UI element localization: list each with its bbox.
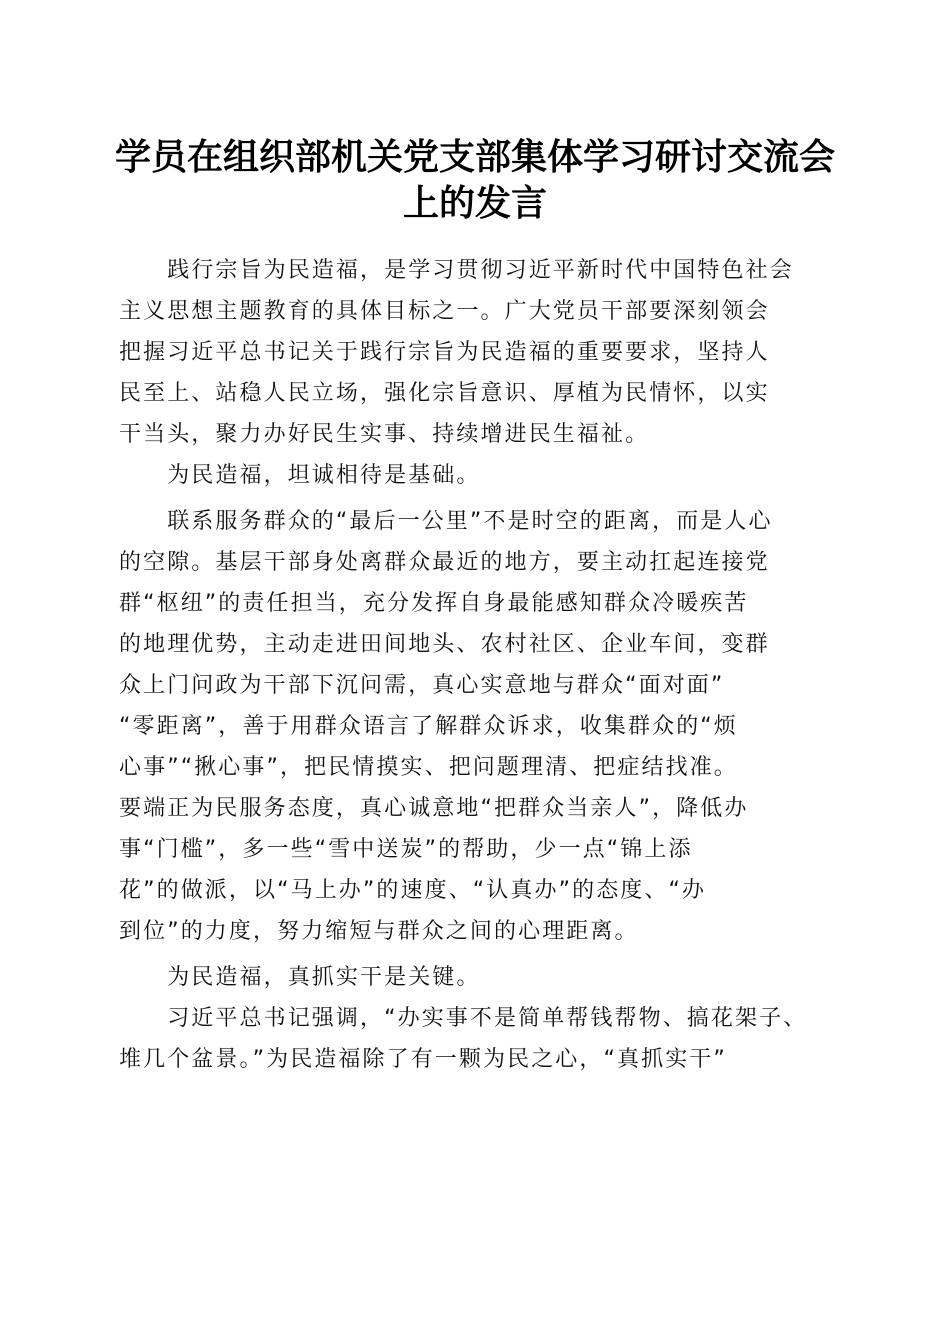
text-line: 众上门问政为干部下沉问需，真心实意地与群众“面对面” — [119, 673, 725, 698]
text-line: 的空隙。基层干部身处离群众最近的地方，要主动扛起连接党 — [119, 550, 770, 575]
title-line: 学员在组织部机关党支部集体学习研讨交流会 — [114, 136, 835, 178]
text-line: 践行宗旨为民造福，是学习贯彻习近平新时代中国特色社会 — [119, 258, 794, 283]
text-line: 主义思想主题教育的具体目标之一。广大党员干部要深刻领会 — [119, 299, 770, 324]
text-line: 堆几个盆景。”为民造福除了有一颗为民之心，“真抓实干” — [119, 1047, 727, 1072]
text-line: 为民造福，坦诚相待是基础。 — [119, 463, 481, 488]
section-heading-key — [119, 957, 831, 998]
text-line: 民至上、站稳人民立场，强化宗旨意识、厚植为民情怀，以实 — [119, 381, 770, 406]
text-line: 把握习近平总书记关于践行宗旨为民造福的重要要求，坚持人 — [119, 340, 770, 365]
text-line: 习近平总书记强调，“办实事不是简单帮钱帮物、搞花架子、 — [119, 1006, 808, 1031]
section-heading-foundation — [119, 455, 831, 496]
text-line: 事“门槛”，多一些“雪中送炭”的帮助，少一点“锦上添 — [119, 837, 693, 862]
paragraph-key — [119, 998, 831, 1080]
document-body — [119, 250, 831, 1080]
text-line: 干当头，聚力办好民生实事、持续增进民生福祉。 — [119, 422, 650, 447]
text-line: 心事”“揪心事”，把民情摸实、把问题理清、把症结找准。 — [119, 755, 738, 780]
text-line: 花”的做派，以“马上办”的速度、“认真办”的态度、“办 — [119, 878, 707, 903]
text-line: “零距离”，善于用群众语言了解群众诉求，收集群众的“烦 — [119, 714, 738, 739]
text-line: 的地理优势，主动走进田间地头、农村社区、企业车间，变群 — [119, 632, 770, 657]
paragraph-foundation — [119, 501, 831, 952]
text-line: 为民造福，真抓实干是关键。 — [119, 965, 481, 990]
text-line: 联系服务群众的“最后一公里”不是时空的距离，而是人心 — [119, 509, 773, 534]
text-line: 到位”的力度，努力缩短与群众之间的心理距离。 — [119, 919, 639, 944]
text-line: 要端正为民服务态度，真心诚意地“把群众当亲人”，降低办 — [119, 796, 749, 821]
text-line: 群“枢纽”的责任担当，充分发挥自身最能感知群众冷暖疾苦 — [119, 591, 749, 616]
title-line: 上的发言 — [402, 182, 547, 224]
paragraph-intro — [119, 250, 831, 455]
document-title — [100, 134, 850, 226]
